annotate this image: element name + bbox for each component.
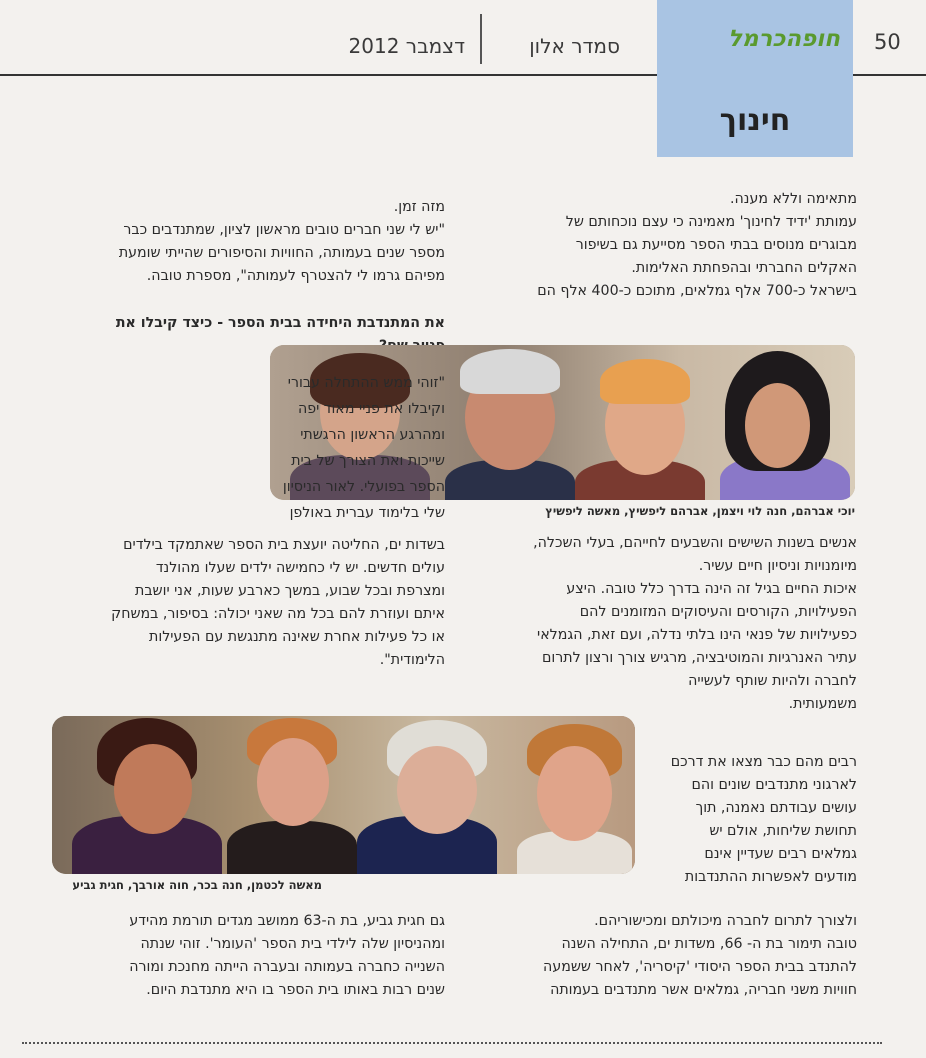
- text-line: תחושת שליחות, אולם יש: [709, 823, 857, 839]
- text-line: מזה זמן.: [393, 199, 445, 215]
- section-title: חינוך: [719, 103, 791, 138]
- person-face: [537, 746, 612, 841]
- header-rule-right: [853, 74, 926, 76]
- photo2-caption: מאשה לכטמן, חנה בכר, חוה אורבך, חגית גביע: [72, 878, 322, 892]
- text-line: גמלאים רבים שעדיין אינם: [704, 846, 857, 862]
- left-column-bottom: [50, 910, 445, 1002]
- text-line: טובה תימור בת ה- 66, משדות ים, התחילה השנה: [561, 936, 857, 952]
- text-line: או כל פעילות אחרת שאינה מתנגשת עם הפעילות: [149, 629, 445, 645]
- text-line: השנייה כחברה בעמותה ובעברה הייתה מחנכת ומורה: [129, 959, 445, 975]
- left-column-narrow: [200, 372, 445, 525]
- text-line: חוויות משני חבריה, גמלאים אשר מתנדבים בעמותה: [550, 982, 857, 998]
- text-line: הלימודית".: [379, 652, 445, 668]
- left-column-wide: [50, 534, 445, 672]
- text-line: מיומנויות וניסיון חיים עשיר.: [698, 558, 857, 574]
- text-line: מספר שנים בעמותה, החוויות והסיפורים שהייתי שומעת: [118, 245, 445, 261]
- text-line: הפעילויות, הקורסים והעיסוקים המזומנים להם: [579, 604, 857, 620]
- person-face: [257, 738, 329, 826]
- right-column-bottom: [462, 910, 857, 1002]
- person-face: [745, 383, 810, 468]
- text-line: עושים עבודתם נאמנה, תוך: [695, 800, 857, 816]
- text-line: בשדות ים, החליטה יועצת בית הספר שאתמקד בילדים: [123, 537, 445, 553]
- header-divider: [480, 14, 482, 64]
- person-shape: [227, 821, 357, 874]
- text-line: גם חגית גביע, בת ה-63 ממושב מגדים תורמת מהידע: [129, 913, 445, 929]
- left-column-top: [50, 196, 445, 288]
- right-column-top: [462, 188, 857, 303]
- person-hair: [460, 349, 560, 394]
- person-face: [397, 746, 477, 834]
- heading-line: את המתנדבת היחידה בבית הספר - כיצד קיבלו את: [115, 315, 445, 331]
- text-line: להתנדב בבית הספר היסודי 'קיסריה', לאחר ששמעה: [543, 959, 857, 975]
- text-line: ומצרפת ובכל שבוע, במשך כארבע שעות, אני יושבת: [135, 583, 445, 599]
- text-line: ומהרגע הראשון הרגשתי: [300, 427, 445, 443]
- text-line: ולצורך לתרום לחברה מיכולתם ומכישוריהם.: [594, 913, 857, 929]
- text-line: "זוהי ממש ההתחלה עבורי: [287, 375, 445, 391]
- text-line: מודעים לאפשרות ההתנדבות: [684, 869, 857, 885]
- text-line: איתם ועוזרת להם בכל מה שאני יכולה: בסיפור, במשחק: [111, 606, 445, 622]
- text-line: שלי בלימוד עברית באולפן: [289, 505, 445, 521]
- right-column-narrow: [640, 751, 857, 889]
- page-number: 50: [874, 30, 901, 54]
- person-face: [114, 744, 192, 834]
- text-line: וקיבלו את פניי מאוד יפה: [297, 401, 445, 417]
- brand-logo: חופהכרמל: [727, 26, 840, 52]
- text-line: מבוגרים מנוסים בבתי הספר מסייעת גם בשיפור: [575, 237, 857, 253]
- text-line: האקלים החברתי ובהפחתת האלימות.: [631, 260, 857, 276]
- text-line: ומהניסיון שלה לילדי בית הספר 'העומר'. זוהי שנתה: [140, 936, 445, 952]
- author-name: סמדר אלון: [529, 34, 620, 58]
- header-rule: [0, 74, 657, 76]
- footer-dotted-rule: [22, 1042, 882, 1044]
- text-line: מפיהם גרמו לי להצטרף לעמותה", מספרת טובה.: [146, 268, 445, 284]
- text-line: איכות החיים בגיל זה הינה בדרך כלל טובה. היצע: [566, 581, 857, 597]
- text-line: רבים מהם כבר מצאו את דרכם: [670, 754, 857, 770]
- text-line: לחברה ולהיות שותף לעשייה: [688, 673, 857, 689]
- photo1-caption: יוכי אברהם, חנה לוי ויצמן, אברהם ליפשיץ, מאשה ליפשיץ: [545, 504, 855, 518]
- text-line: לארגוני מתנדבים שונים והם: [691, 777, 857, 793]
- text-line: עתיר האנרגיות והמוטיבציה, מרגיש צורך ורצון לתרום: [542, 650, 857, 666]
- text-line: עמותת 'ידיד לחינוך' מאמינה כי עצם נוכחותם של: [565, 214, 857, 230]
- right-column-mid: [462, 532, 857, 716]
- photo-volunteers-2: [52, 716, 635, 874]
- text-line: בישראל כ-700 אלף גמלאים, מתוכם כ-400 אלף הם: [537, 283, 857, 299]
- text-line: שייכות ואת הצורך של בית: [291, 453, 445, 469]
- text-line: "יש לי שני חברים טובים מראשון לציון, שמתנדבים כבר: [123, 222, 445, 238]
- text-line: אנשים בשנות השישים והשבעים לחייהם, בעלי השכלה,: [533, 535, 857, 551]
- text-line: מתאימה וללא מענה.: [730, 191, 857, 207]
- text-line: שנים רבות באותו בית הספר בו היא מתנדבת היום.: [146, 982, 445, 998]
- text-line: עולים חדשים. יש לי כחמישה ילדים שעלו מהולנד: [155, 560, 445, 576]
- text-line: הספר בפועלי. לאור הניסיון: [282, 479, 445, 495]
- issue-date: דצמבר 2012: [348, 34, 465, 58]
- person-hair: [600, 359, 690, 404]
- text-line: כפעילויות של פנאי הינו בלתי נדלה, ועם זאת, הגמלאי: [537, 627, 857, 643]
- text-line: משמעותית.: [788, 696, 857, 712]
